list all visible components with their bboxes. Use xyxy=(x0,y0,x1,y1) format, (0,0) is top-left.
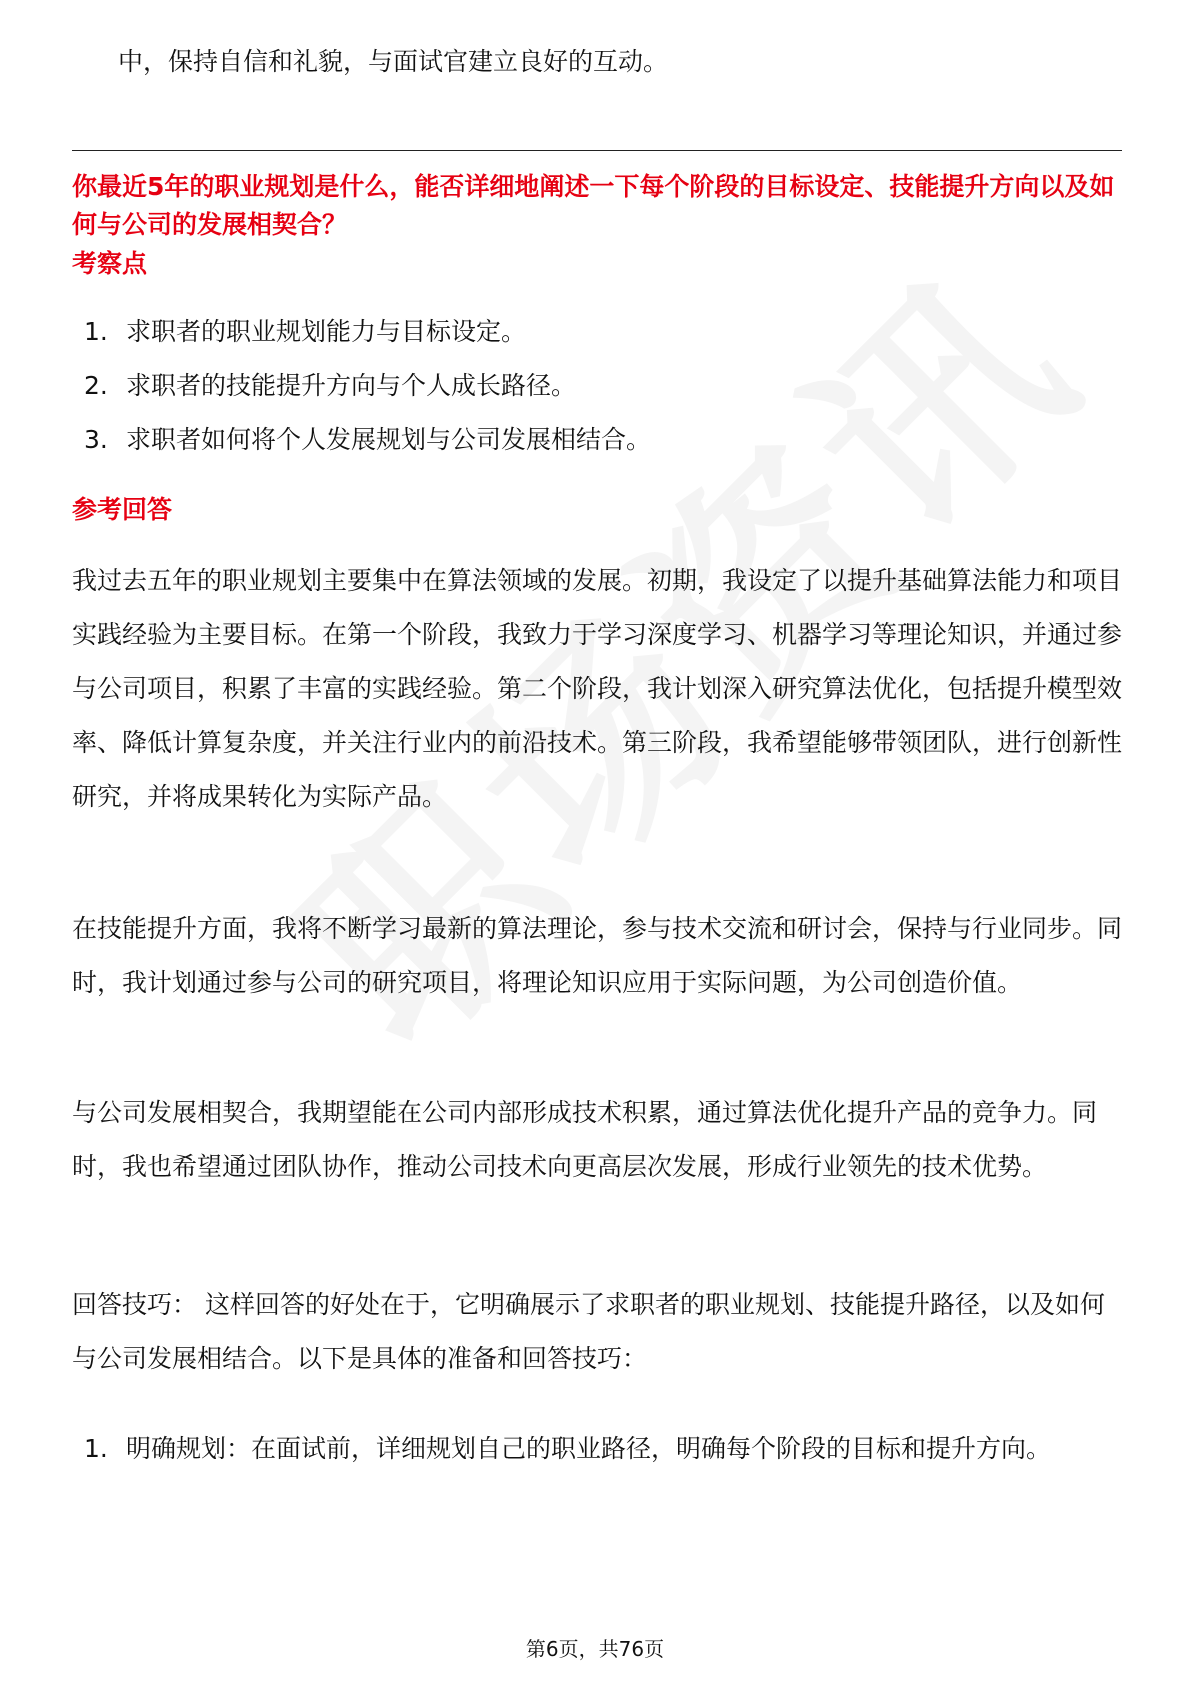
list-text: 明确规划：在面试前，详细规划自己的职业路径，明确每个阶段的目标和提升方向。 xyxy=(126,1434,1052,1463)
list-number: 3. xyxy=(84,425,108,454)
answer-tips-intro: 回答技巧： 这样回答的好处在于，它明确展示了求职者的职业规划、技能提升路径，以及如何与公司发展相结合。以下是具体的准备和回答技巧： xyxy=(72,1290,1105,1373)
list-text: 求职者如何将个人发展规划与公司发展相结合。 xyxy=(126,425,652,454)
answer-title: 参考回答 xyxy=(72,495,173,524)
answer-paragraph: 与公司发展相契合，我期望能在公司内部形成技术积累，通过算法优化提升产品的竞争力。同时，我也希望通过团队协作，推动公司技术向更高层次发展，形成行业领先的技术优势。 xyxy=(72,1098,1098,1181)
list-text: 求职者的职业规划能力与目标设定。 xyxy=(126,317,527,346)
list-item xyxy=(84,422,1124,458)
checkpoints-title: 考察点 xyxy=(72,249,148,278)
section-divider xyxy=(72,150,1122,151)
list-number: 2. xyxy=(84,371,108,400)
list-number: 1. xyxy=(84,317,108,346)
list-number: 1. xyxy=(84,1434,108,1463)
tips-list xyxy=(84,1422,1124,1476)
list-item xyxy=(84,368,1124,404)
list-item xyxy=(84,1422,1124,1476)
previous-page-tail-text: 中，保持自信和礼貌，与面试官建立良好的互动。 xyxy=(118,47,669,76)
page-footer: 第6页，共76页 xyxy=(525,1637,665,1661)
answer-paragraph: 我过去五年的职业规划主要集中在算法领域的发展。初期，我设定了以提升基础算法能力和项目实践经验为主要目标。在第一个阶段，我致力于学习深度学习、机器学习等理论知识，并通过参与公司项目，积累了丰富的实践经验。第二个阶段，我计划深入研究算法优化，包括提升模型效率、降低计算复杂度，并关注行业内的前沿技术。第三阶段，我希望能够带领团队，进行创新性研究，并将成果转化为实际产品。 xyxy=(72,566,1123,811)
list-item xyxy=(84,314,1124,350)
list-text: 求职者的技能提升方向与个人成长路径。 xyxy=(126,371,577,400)
question-heading: 你最近5年的职业规划是什么，能否详细地阐述一下每个阶段的目标设定、技能提升方向以及如何与公司的发展相契合？ xyxy=(72,172,1115,239)
answer-paragraph: 在技能提升方面，我将不断学习最新的算法理论，参与技术交流和研讨会，保持与行业同步。同时，我计划通过参与公司的研究项目，将理论知识应用于实际问题，为公司创造价值。 xyxy=(72,914,1123,997)
checkpoints-list xyxy=(84,314,1124,458)
